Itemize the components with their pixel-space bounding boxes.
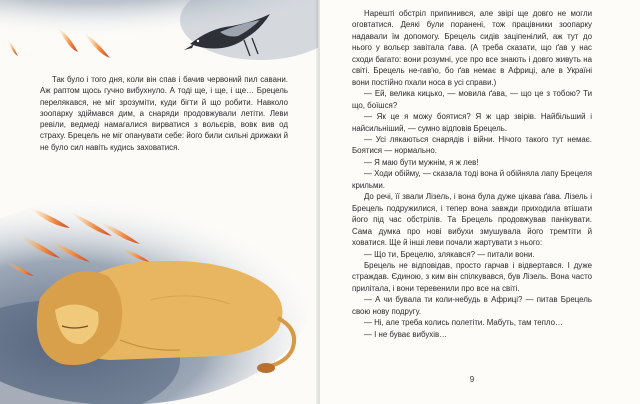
paragraph: Брецель не відповідав, просто гарчав і відвертався. І дуже страждав. Єдиною, з ким він спілкувався, був Лізель. Вона часто прилітала, і вони теревенили про все на світі. <box>352 260 592 293</box>
left-page-text <box>40 74 288 153</box>
dialogue-line: — Що ти, Брецелю, злякався? — питали вони. <box>364 249 535 259</box>
smoke-illustration <box>0 0 318 60</box>
paragraph: До речі, її звали Лізель, і вона була дуже цікава ґава. Лізель і Брецель подружилися, і тепер вона завжди приходила втішати його під час обстрілів. Та Брецель продовжував панікувати. Сама думка про нові вибухи змушувала його тремтіти й ховатися. Ще й інші леви почали жартувати з нього: <box>352 192 592 248</box>
war-illustration <box>0 0 318 404</box>
paragraph: Нарешті обстріл припинився, але звірі ще довго не могли оговтатися. Деякі були поранені, тож працівники зоопарку надавали їм допомогу. Брецель сидів заціпенілий, аж тут до нього у вольєр завітала ґава. (А треба сказати, що ґав у нас сходи багато: вони розумні, усе про все знають і довго живуть на світі. Брецель не-гав'ю, бо ґав немає в Африці, але в Україні вони постійно пхали носа в усі справи.) <box>352 9 592 87</box>
dialogue-line: — Усі лякаються снарядів і війни. Нічого такого тут немає. Боятися — нормально. <box>352 134 592 156</box>
page-number: 9 <box>469 375 475 384</box>
left-page <box>0 0 318 404</box>
dialogue-line: — Ходи обійму, — сказала тоді вона й обійняла лапу Брецеля крильми. <box>352 169 592 190</box>
dialogue-line: — Як це я можу боятися? Я ж цар звірів. Найбільший і найсильніший, — сумно відповів Брецель. <box>352 112 592 133</box>
right-page-text <box>352 8 592 340</box>
dialogue-line: — Ні, але треба колись полетіти. Мабуть, там тепло… <box>364 318 563 328</box>
dialogue-line: — Ей, велика кицько, — мовила ґава, — що це з тобою? Ти що, боїшся? <box>352 89 592 110</box>
dialogue-line: — Я маю бути мужнім, я ж лев! <box>364 157 479 167</box>
dialogue-line: — А чи бувала ти коли-небудь в Африці? — питав Брецель свою нову подругу. <box>352 295 592 316</box>
paragraph: Так було і того дня, коли він спав і бачив червоний пил савани. Аж раптом щось гучно вибухнуло. А тоді ще, і ще, і ще… Брецель перелякався, не міг зрозуміти, куди бігти й що робити. Навколо зоопарку здіймався дим, а снаряди продовжували летіти. Леви ревіли, ведмеді намагалися вирватися з вольєрів, вовк вив од страху. Брецель не міг опанувати себе: його били сильні дрижаки й не було сил навіть кудись заховатися. <box>40 75 288 152</box>
right-page <box>320 0 640 404</box>
dialogue-line: — І не буває вибухів… <box>364 329 448 339</box>
